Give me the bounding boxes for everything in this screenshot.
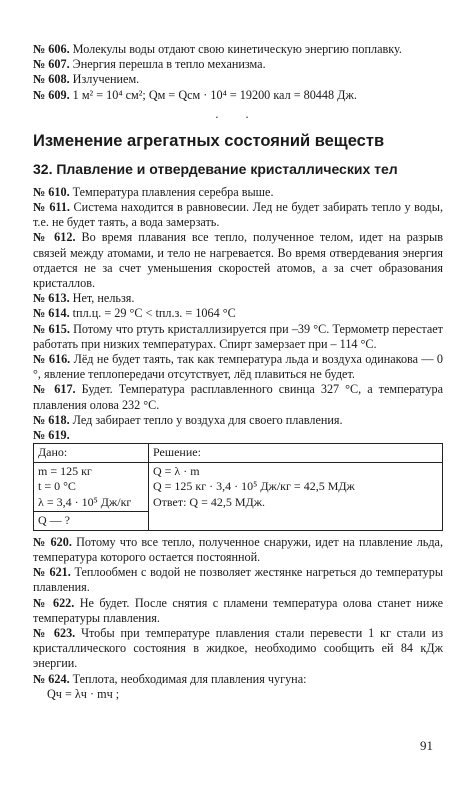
- formula-624: Qч = λч · mч ;: [47, 686, 120, 701]
- answer-number: № 615.: [33, 321, 70, 336]
- answer-number: № 606.: [33, 42, 70, 56]
- solution-header: Решение:: [149, 444, 443, 463]
- answer-617: [33, 382, 443, 412]
- answer-620: [33, 535, 443, 565]
- solution-cell: [149, 462, 443, 530]
- answer-623: [33, 626, 443, 672]
- answer-number: № 617.: [33, 382, 76, 397]
- answer-618: [33, 413, 443, 428]
- find-cell: Q — ?: [34, 512, 149, 531]
- answer-611: [33, 200, 443, 230]
- answer-609: [33, 88, 443, 103]
- table-body-row: [34, 462, 443, 512]
- answer-number: № 618.: [33, 412, 70, 427]
- solution-line: Q = λ · m: [153, 463, 200, 478]
- answer-number: № 616.: [33, 352, 71, 367]
- answer-622: [33, 596, 443, 626]
- answer-number: № 609.: [33, 87, 70, 102]
- answer-613: [33, 291, 443, 306]
- answer-text: Молекулы воды отдают свою кинетическую энергию поплавку.: [72, 42, 402, 56]
- answer-619: [33, 428, 443, 443]
- answer-text: Теплота, необходимая для плавления чугуна:: [72, 671, 307, 686]
- answer-text: 1 м² = 10⁴ см²; Qм = Qсм · 10⁴ = 19200 кал = 80448 Дж.: [72, 87, 357, 102]
- answer-number: № 624.: [33, 671, 70, 686]
- answer-621: [33, 565, 443, 595]
- answer-number: № 608.: [33, 72, 70, 87]
- solution-line: Ответ: Q = 42,5 МДж.: [153, 494, 265, 509]
- answer-text: Во время плавания все тепло, полученное телом, идет на разрыв связей между атомами, и тело не нагревается. Во время отвердевания энергия отдается не за счет уменьшения скоростей атомов, а за счет образования кристаллов.: [33, 230, 443, 291]
- solution-table: [33, 443, 443, 531]
- answer-number: № 613.: [33, 291, 70, 306]
- answer-614: [33, 306, 443, 321]
- page-number: 91: [420, 738, 433, 753]
- section-title: 32. Плавление и отвердевание кристаллических тел: [33, 160, 398, 177]
- answer-608: [33, 72, 443, 87]
- answer-number: № 611.: [33, 200, 70, 215]
- answers-block-a: [33, 185, 443, 443]
- given-header: Дано:: [34, 444, 149, 463]
- top-answers: [33, 42, 443, 103]
- answer-number: № 623.: [33, 625, 76, 640]
- answer-616: [33, 352, 443, 382]
- given-line: t = 0 °C: [38, 479, 76, 494]
- given-cell: [34, 462, 149, 512]
- answer-text: Потому что все тепло, полученное снаружи, идет на плавление льда, температура которого остается постоянной.: [33, 534, 444, 564]
- answer-text: Теплообмен с водой не позволяет жестянке нагреться до температуры плавления.: [33, 565, 444, 595]
- answer-text: Температура плавления серебра выше.: [72, 184, 274, 199]
- answer-text: Энергия перешла в тепло механизма.: [72, 57, 266, 72]
- answer-607: [33, 57, 443, 72]
- answer-number: № 607.: [33, 57, 70, 72]
- separator-dots: . .: [215, 106, 261, 121]
- chapter-title: Изменение агрегатных состояний веществ: [33, 131, 385, 150]
- answer-text: Излучением.: [72, 72, 140, 87]
- answer-number: № 619.: [33, 428, 70, 443]
- answer-number: № 614.: [33, 306, 70, 321]
- answer-number: № 620.: [33, 534, 72, 549]
- answer-text: Не будет. После снятия с пламени температура олова станет ниже температуры плавления.: [33, 595, 444, 625]
- solution-line: Q = 125 кг · 3,4 · 10⁵ Дж/кг = 42,5 МДж: [153, 479, 355, 494]
- answer-text: Лёд не будет таять, так как температура льда и воздуха одинакова — 0 °, явление теплопередачи отсутствует, лёд плавиться не будет.: [33, 352, 444, 382]
- answer-610: [33, 185, 443, 200]
- answer-text: tпл.ц. = 29 °C < tпл.з. = 1064 °C: [72, 306, 236, 321]
- answer-number: № 612.: [33, 230, 76, 245]
- answer-612: [33, 230, 443, 291]
- answer-text: Потому что ртуть кристаллизируется при –39 °C. Термометр перестает работать при низких температурах. Спирт замерзает при – 114 °C.: [33, 321, 444, 351]
- answer-606: [33, 42, 443, 57]
- answer-624: [33, 672, 443, 687]
- answer-number: № 621.: [33, 565, 71, 580]
- answers-block-b: [33, 535, 443, 702]
- answer-text: Будет. Температура расплавленного свинца 327 °C, а температура плавления олова 232 °C.: [33, 382, 444, 412]
- answer-text: Нет, нельзя.: [72, 291, 135, 306]
- answer-text: Лед забирает тепло у воздуха для своего плавления.: [72, 412, 343, 427]
- table-header-row: [34, 444, 443, 463]
- answer-text: Чтобы при температуре плавления стали перевести 1 кг стали из кристаллического состояния в жидкое, необходимо сообщить ей 84 кДж энергии.: [33, 625, 444, 671]
- given-line: λ = 3,4 · 10⁵ Дж/кг: [38, 494, 132, 509]
- answer-text: Система находится в равновесии. Лед не будет забирать тепло у воды, т.е. не будет таять, а вода замерзать.: [33, 200, 443, 230]
- answer-number: № 622.: [33, 595, 75, 610]
- given-line: m = 125 кг: [38, 463, 92, 478]
- answer-615: [33, 322, 443, 352]
- answer-number: № 610.: [33, 184, 70, 199]
